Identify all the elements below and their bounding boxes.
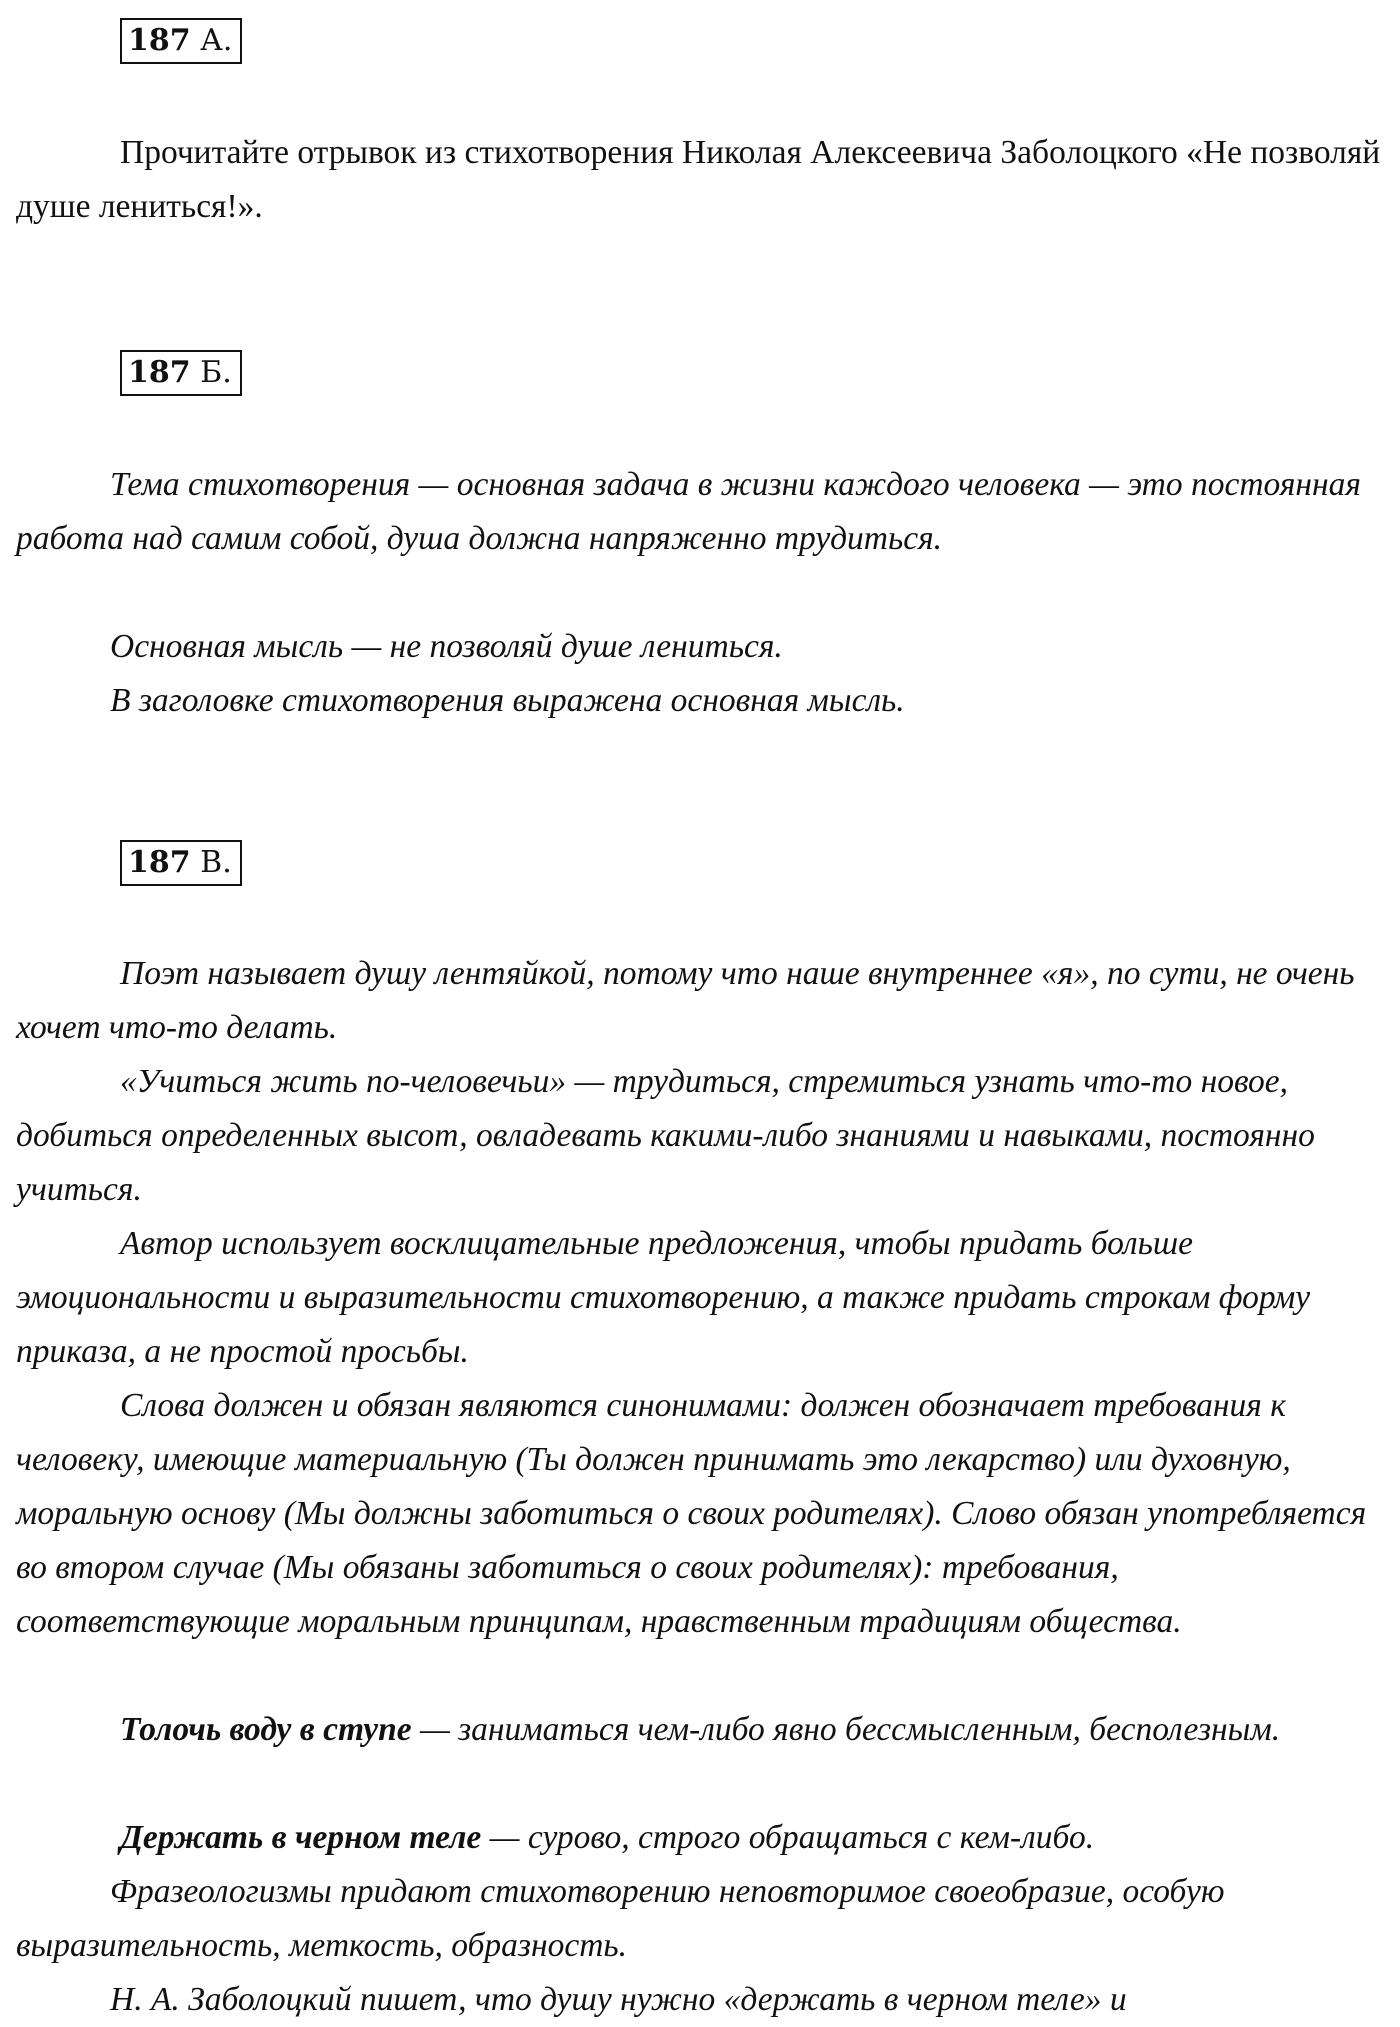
idiom-phrase: Толочь воду в ступе	[120, 1711, 412, 1748]
idiom-paragraph	[16, 1811, 1384, 1865]
exercise-label-187b	[120, 350, 242, 396]
exercise-number: 187	[128, 355, 191, 390]
main-idea-paragraph: Основная мысль — не позволяй душе лениться.	[110, 628, 783, 665]
theme-paragraph: Тема стихотворения — основная задача в жизни каждого человека — это постоянная работа над самим собой, душа должна напряженно трудиться.	[16, 466, 1361, 557]
conclusion-paragraph: Фразеологизмы придают стихотворению неповторимое своеобразие, особую выразительность, меткость, образность.	[16, 1873, 1225, 1964]
exercise-label-187a	[120, 18, 242, 64]
answer-paragraph: «Учиться жить по-человечьи» — трудиться, стремиться узнать что-то новое, добиться определенных высот, овладевать какими-либо знаниями и навыками, постоянно учиться.	[16, 1063, 1315, 1208]
exercise-number: 187	[128, 845, 191, 880]
idiom-paragraph	[16, 1703, 1384, 1757]
answer-paragraph: Слова должен и обязан являются синонимами: должен обозначает требования к человеку, имеющие материальную (Ты должен принимать это лекарство) или духовную, моральную основу (Мы должны заботиться о своих родителях). Слово обязан употребляется во втором случае (Мы обязаны заботиться о своих родителях): требования, соответствующие моральным принципам, нравственным традициям общества.	[16, 1387, 1367, 1640]
idiom-definition: — сурово, строго обращаться с кем-либо.	[481, 1819, 1095, 1856]
answer-paragraph: Поэт называет душу лентяйкой, потому что наше внутреннее «я», по сути, не очень хочет что-то делать.	[16, 955, 1355, 1046]
exercise-number: 187	[128, 23, 191, 58]
idiom-definition: — заниматься чем-либо явно бессмысленным, бесполезным.	[411, 1711, 1281, 1748]
exercise-letter: Б.	[200, 355, 232, 390]
instruction-text: Прочитайте отрывок из стихотворения Николая Алексеевича Заболоцкого «Не позволяй душе лениться!».	[16, 134, 1381, 225]
exercise-letter: А.	[200, 23, 233, 58]
exercise-letter: В.	[200, 845, 232, 880]
exercise-label-187v	[120, 840, 242, 886]
conclusion-paragraph: Н. А. Заболоцкий пишет, что душу нужно «держать в черном теле» и	[110, 1981, 1127, 2018]
answer-paragraph: Автор использует восклицательные предложения, чтобы придать больше эмоциональности и выразительности стихотворению, а также придать строкам форму приказа, а не простой просьбы.	[16, 1225, 1311, 1370]
idiom-phrase: Держать в черном теле	[120, 1819, 482, 1856]
title-paragraph: В заголовке стихотворения выражена основная мысль.	[110, 682, 905, 719]
